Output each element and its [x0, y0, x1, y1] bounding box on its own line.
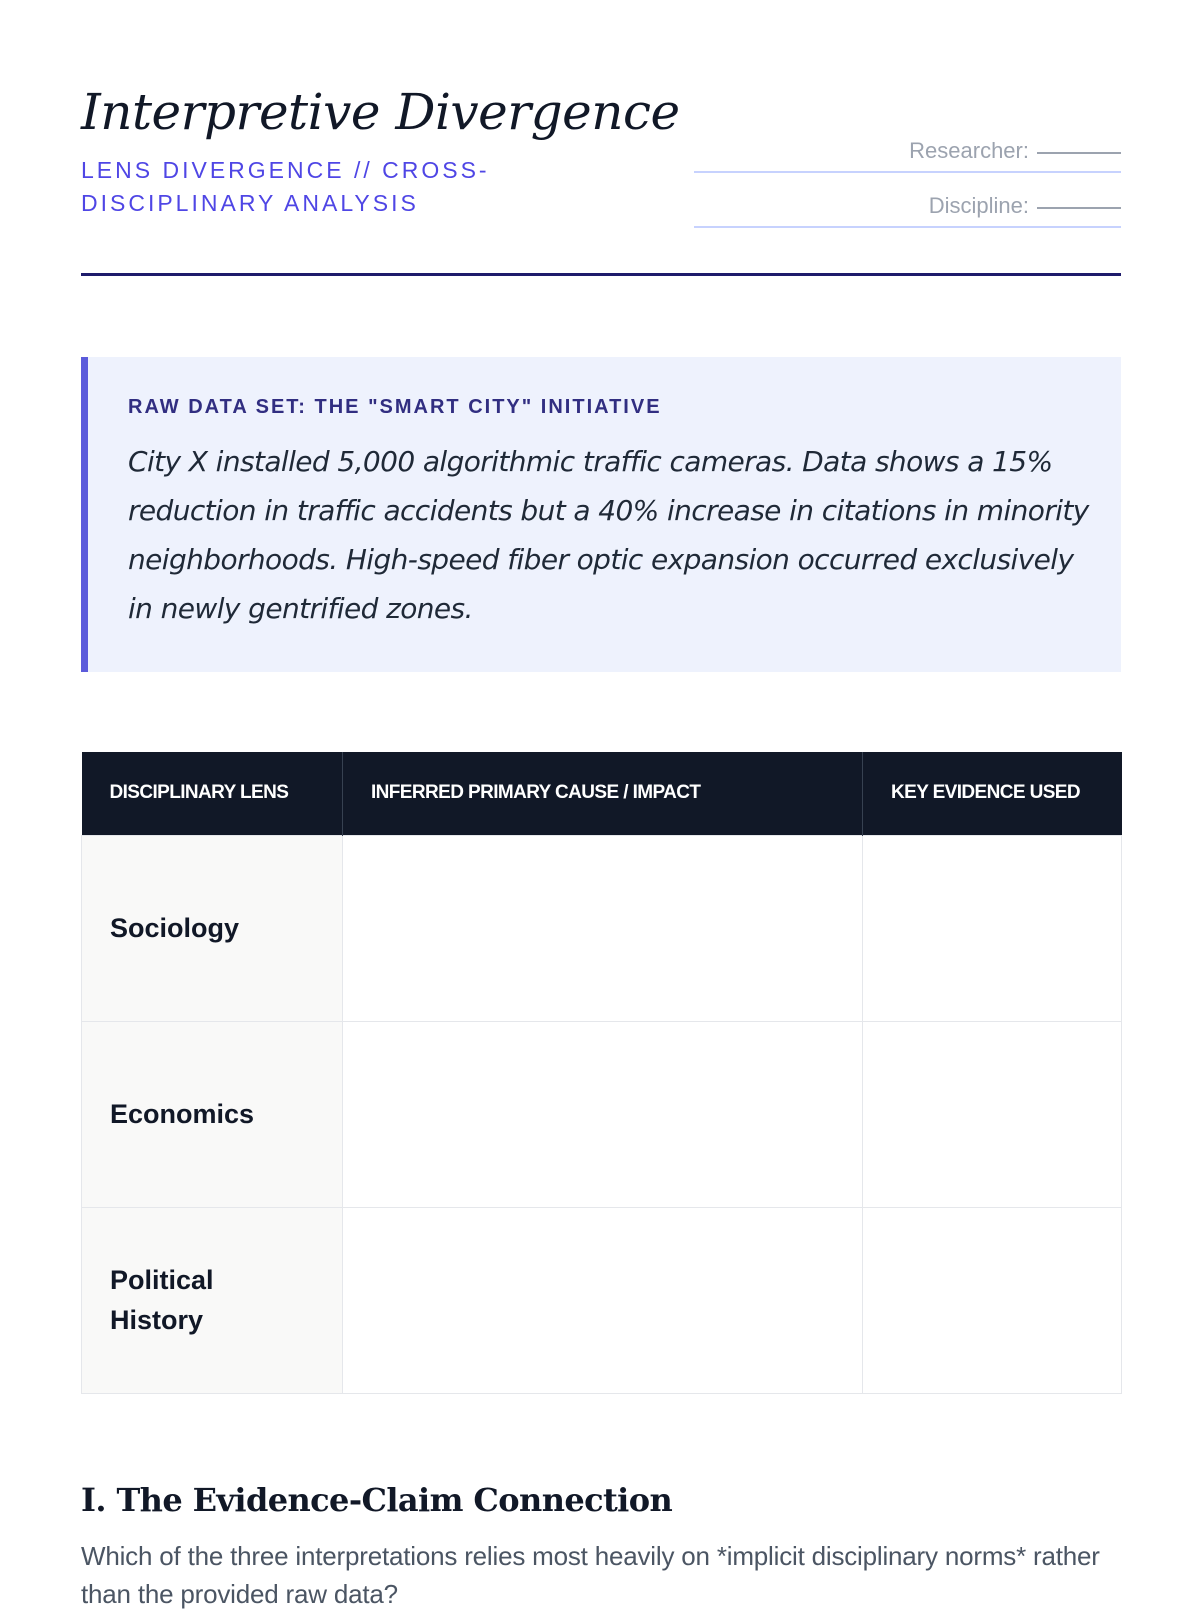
table-header-row	[82, 752, 1122, 835]
column-header-lens: DISCIPLINARY LENS	[82, 752, 343, 835]
cause-answer-cell[interactable]	[343, 1207, 863, 1393]
page-title: Interpretive Divergence	[81, 83, 680, 141]
worksheet-header	[81, 80, 1121, 276]
lens-table	[81, 752, 1122, 1394]
lens-cell	[82, 1021, 343, 1207]
section-question: Which of the three interpretations relies most heavily on *implicit disciplinary norms* rather than the provided raw data?	[81, 1541, 1100, 1609]
column-header-cause: INFERRED PRIMARY CAUSE / IMPACT	[343, 752, 863, 835]
lens-name: Economics	[110, 1099, 255, 1129]
evidence-answer-cell[interactable]	[863, 1207, 1122, 1393]
header-divider	[81, 273, 1121, 276]
raw-data-text: City X installed 5,000 algorithmic traffic cameras. Data shows a 15% reduction in traffic accidents but a 40% increase in citations in minority neighborhoods. High-speed fiber optic expansion occurred exclusively in newly gentrified zones.	[128, 445, 1089, 625]
raw-data-panel	[81, 357, 1121, 672]
evidence-answer-cell[interactable]	[863, 835, 1122, 1021]
researcher-field[interactable]	[694, 118, 1121, 173]
cause-answer-cell[interactable]	[343, 1021, 863, 1207]
column-header-evidence: KEY EVIDENCE USED	[863, 752, 1122, 835]
researcher-label: Researcher:	[909, 138, 1029, 163]
meta-fields	[694, 118, 1121, 228]
cause-answer-cell[interactable]	[343, 835, 863, 1021]
section-title: I. The Evidence-Claim Connection	[81, 1481, 673, 1519]
lens-name: Political History	[110, 1265, 214, 1335]
table-row	[82, 1207, 1122, 1393]
lens-name: Sociology	[110, 913, 240, 943]
researcher-blank[interactable]	[1037, 142, 1121, 154]
raw-data-label: RAW DATA SET: THE "SMART CITY" INITIATIVE	[128, 396, 662, 418]
discipline-label: Discipline:	[928, 193, 1029, 218]
discipline-field[interactable]	[694, 173, 1121, 228]
evidence-answer-cell[interactable]	[863, 1021, 1122, 1207]
page-subtitle: LENS DIVERGENCE // CROSS-DISCIPLINARY ANALYSIS	[81, 157, 490, 216]
lens-cell	[82, 1207, 343, 1393]
lens-cell	[82, 835, 343, 1021]
table-row	[82, 835, 1122, 1021]
discipline-blank[interactable]	[1037, 197, 1121, 209]
table-row	[82, 1021, 1122, 1207]
